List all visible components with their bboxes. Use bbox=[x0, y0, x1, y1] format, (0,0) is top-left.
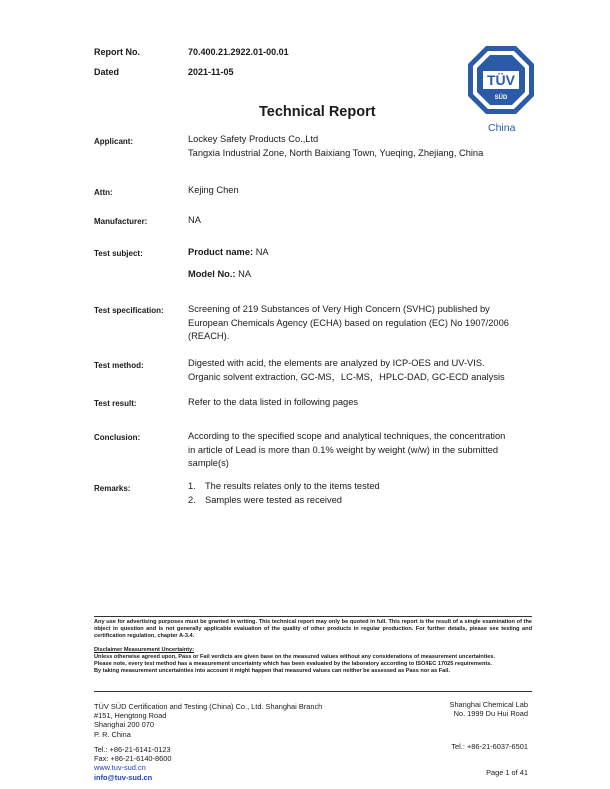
uncertainty-title: Disclaimer Measurement Uncertainty: bbox=[94, 647, 195, 653]
dated-label: Dated bbox=[94, 67, 120, 77]
uncertainty-disclaimer bbox=[94, 647, 532, 675]
lab-address bbox=[450, 700, 528, 718]
conclusion-line: in article of Lead is more than 0.1% weight by weight (w/w) in the submitted bbox=[188, 444, 499, 455]
test-subject-label: Test subject: bbox=[94, 249, 143, 258]
conclusion-line: According to the specified scope and analytical techniques, the concentration bbox=[188, 431, 506, 441]
company-address bbox=[94, 702, 322, 739]
phone-number: Tel.: +86-21-6141-0123 bbox=[94, 745, 171, 754]
dated-value: 2021-11-05 bbox=[188, 67, 234, 77]
footer-divider bbox=[94, 691, 532, 692]
usage-disclaimer: Any use for advertising purposes must be granted in writing. This technical report may only be quoted in full. This report is the result of a single examination of the object in question and is not generally applicable evaluation of the quality of other products in regular production. For further details, please see testing and certification regulation, chapter A-3.4. bbox=[94, 619, 532, 639]
model-no-row bbox=[188, 268, 251, 282]
attn-value: Kejing Chen bbox=[188, 185, 239, 195]
test-spec-line: Screening of 219 Substances of Very High Concern (SVHC) published by bbox=[188, 304, 490, 314]
applicant-value bbox=[188, 133, 483, 160]
test-spec-value bbox=[188, 303, 509, 344]
remark-text: The results relates only to the items tested bbox=[205, 481, 380, 491]
tuv-sud-octagon-icon bbox=[466, 44, 536, 116]
list-item bbox=[188, 494, 380, 508]
report-no-label: Report No. bbox=[94, 47, 140, 57]
disclaimer-divider bbox=[94, 616, 532, 617]
logo-mark: TÜV bbox=[487, 72, 515, 88]
test-method-line: Digested with acid, the elements are analyzed by ICP-OES and UV-VIS. bbox=[188, 358, 485, 368]
list-item bbox=[188, 480, 380, 494]
product-name-value: NA bbox=[255, 247, 269, 257]
conclusion-line: sample(s) bbox=[188, 458, 229, 468]
product-name-label: Product name: bbox=[188, 247, 254, 257]
conclusion-label: Conclusion: bbox=[94, 433, 141, 442]
website-link[interactable]: www.tuv-sud.cn bbox=[94, 763, 146, 773]
address-line: Shanghai 200 070 bbox=[94, 720, 155, 730]
page-number: Page 1 of 41 bbox=[486, 768, 528, 777]
uncertainty-line: Unless otherwise agreed upon, Pass or Fail verdicts are given base on the measured values without any considerations of measurement uncertainties. bbox=[94, 653, 496, 660]
remark-text: Samples were tested as received bbox=[205, 494, 342, 505]
conclusion-value bbox=[188, 430, 505, 471]
remark-number: 1. bbox=[188, 481, 196, 491]
remark-number: 2. bbox=[188, 494, 196, 505]
remarks-list bbox=[188, 480, 380, 507]
company-name: TÜV SÜD Certification and Testing (China) Co., Ltd. Shanghai Branch bbox=[94, 702, 323, 711]
test-result-label: Test result: bbox=[94, 399, 137, 408]
fax-number: Fax: +86-21-6140-8600 bbox=[94, 754, 172, 764]
applicant-address: Tangxia Industrial Zone, North Baixiang Town, Yueqing, Zhejiang, China bbox=[188, 147, 484, 158]
uncertainty-line: Please note, every test method has a measurement uncertainty which has been evaluated by the laboratory according to ISO/IEC 17025 requirements. bbox=[94, 660, 492, 667]
remarks-label: Remarks: bbox=[94, 484, 131, 493]
test-result-value: Refer to the data listed in following pages bbox=[188, 397, 359, 407]
test-method-label: Test method: bbox=[94, 361, 144, 370]
address-line: #151, Hengtong Road bbox=[94, 711, 167, 721]
lab-phone: Tel.: +86-21-6037-6501 bbox=[451, 742, 528, 751]
uncertainty-line: By taking measurement uncertainties into account it might happen that measured values can neither be assessed as Pass nor as Fail. bbox=[94, 667, 450, 674]
report-no: 70.400.21.2922.01-00.01 bbox=[188, 47, 289, 57]
test-method-line: Organic solvent extraction, GC-MS，LC-MS，HPLC-DAD, GC-ECD analysis bbox=[188, 371, 505, 382]
test-method-value bbox=[188, 357, 505, 384]
manufacturer-label: Manufacturer: bbox=[94, 217, 148, 226]
company-contacts bbox=[94, 745, 171, 782]
address-line: P. R. China bbox=[94, 729, 131, 739]
lab-name: Shanghai Chemical Lab bbox=[449, 700, 528, 709]
model-no-label: Model No.: bbox=[188, 269, 236, 279]
attn-label: Attn: bbox=[94, 188, 113, 197]
applicant-name: Lockey Safety Products Co.,Ltd bbox=[188, 134, 319, 144]
test-spec-label: Test specification: bbox=[94, 306, 164, 315]
logo-region: China bbox=[488, 122, 516, 134]
test-spec-line: (REACH). bbox=[188, 331, 230, 341]
page-title: Technical Report bbox=[259, 104, 376, 120]
applicant-label: Applicant: bbox=[94, 137, 134, 146]
model-no-value: NA bbox=[238, 269, 252, 279]
logo-sub: SÜD bbox=[494, 95, 508, 101]
manufacturer-value: NA bbox=[188, 215, 201, 225]
lab-street: No. 1999 Du Hui Road bbox=[453, 709, 528, 719]
product-name-row bbox=[188, 246, 269, 260]
test-spec-line: European Chemicals Agency (ECHA) based on regulation (EC) No 1907/2006 bbox=[188, 317, 509, 328]
tuv-sud-logo bbox=[466, 44, 536, 136]
email-link[interactable]: info@tuv-sud.cn bbox=[94, 772, 153, 782]
